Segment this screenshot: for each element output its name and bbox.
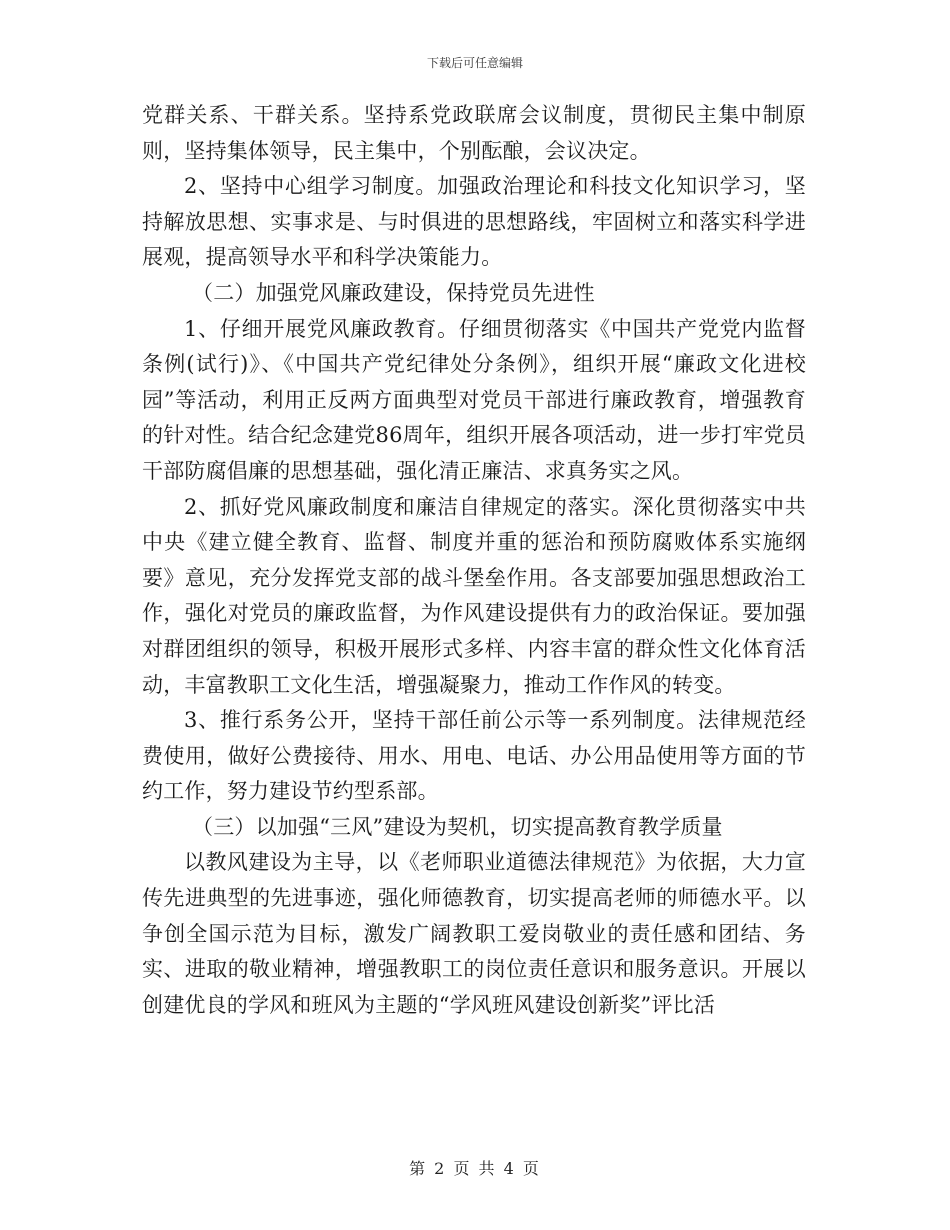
paragraph-item: 2、抓好党风廉政制度和廉洁自律规定的落实。深化贯彻落实中共中央《建立健全教育、监督、制度并重的惩治和预防腐败体系实施纲要》意见，充分发挥党支部的战斗堡垒作用。各支部要加强思想政治工作，强化对党员的廉政监督，为作风建设提供有力的政治保证。要加强对群团组织的领导，积极开展形式多样、内容丰富的群众性文化体育活动，丰富教职工文化生活，增强凝聚力，推动工作作风的转变。 (142, 494, 806, 697)
paragraph-continuation: 党群关系、干群关系。坚持系党政联席会议制度，贯彻民主集中制原则，坚持集体领导，民主集中，个别酝酿，会议决定。 (142, 103, 806, 163)
section-heading: （二）加强党风廉政建设，保持党员先进性 (192, 280, 595, 305)
paragraph-item: 3、推行系务公开，坚持干部任前公示等一系列制度。法律规范经费使用，做好公费接待、用水、用电、电话、办公用品使用等方面的节约工作，努力建设节约型系部。 (142, 708, 806, 804)
paragraph-item: 1、仔细开展党风廉政教育。仔细贯彻落实《中国共产党党内监督条例(试行)》、《中国共产党纪律处分条例》，组织开展“廉政文化进校园”等活动，利用正反两方面典型对党员干部进行廉政教育，增强教育的针对性。结合纪念建党86周年，组织开展各项活动，进一步打牢党员干部防腐倡廉的思想基础，强化清正廉洁、求真务实之风。 (142, 316, 806, 483)
page-header: 下载后可任意编辑 (426, 56, 523, 70)
paragraph-item: 以教风建设为主导，以《老师职业道德法律规范》为依据，大力宣传先进典型的先进事迹，强化师德教育，切实提高老师的师德水平。以争创全国示范为目标，激发广阔教职工爱岗敬业的责任感和团结、务实、进取的敬业精神，增强教职工的岗位责任意识和服务意识。开展以创建优良的学风和班风为主题的“学风班风建设创新奖”评比活 (142, 850, 806, 1017)
paragraph-item: 2、坚持中心组学习制度。加强政治理论和科技文化知识学习，坚持解放思想、实事求是、与时俱进的思想路线，牢固树立和落实科学进展观，提高领导水平和科学决策能力。 (142, 174, 806, 270)
section-heading: （三）以加强“三风”建设为契机，切实提高教育教学质量 (192, 814, 723, 839)
document-body (142, 98, 806, 1023)
page-footer: 第 2 页 共 4 页 (409, 1159, 541, 1178)
